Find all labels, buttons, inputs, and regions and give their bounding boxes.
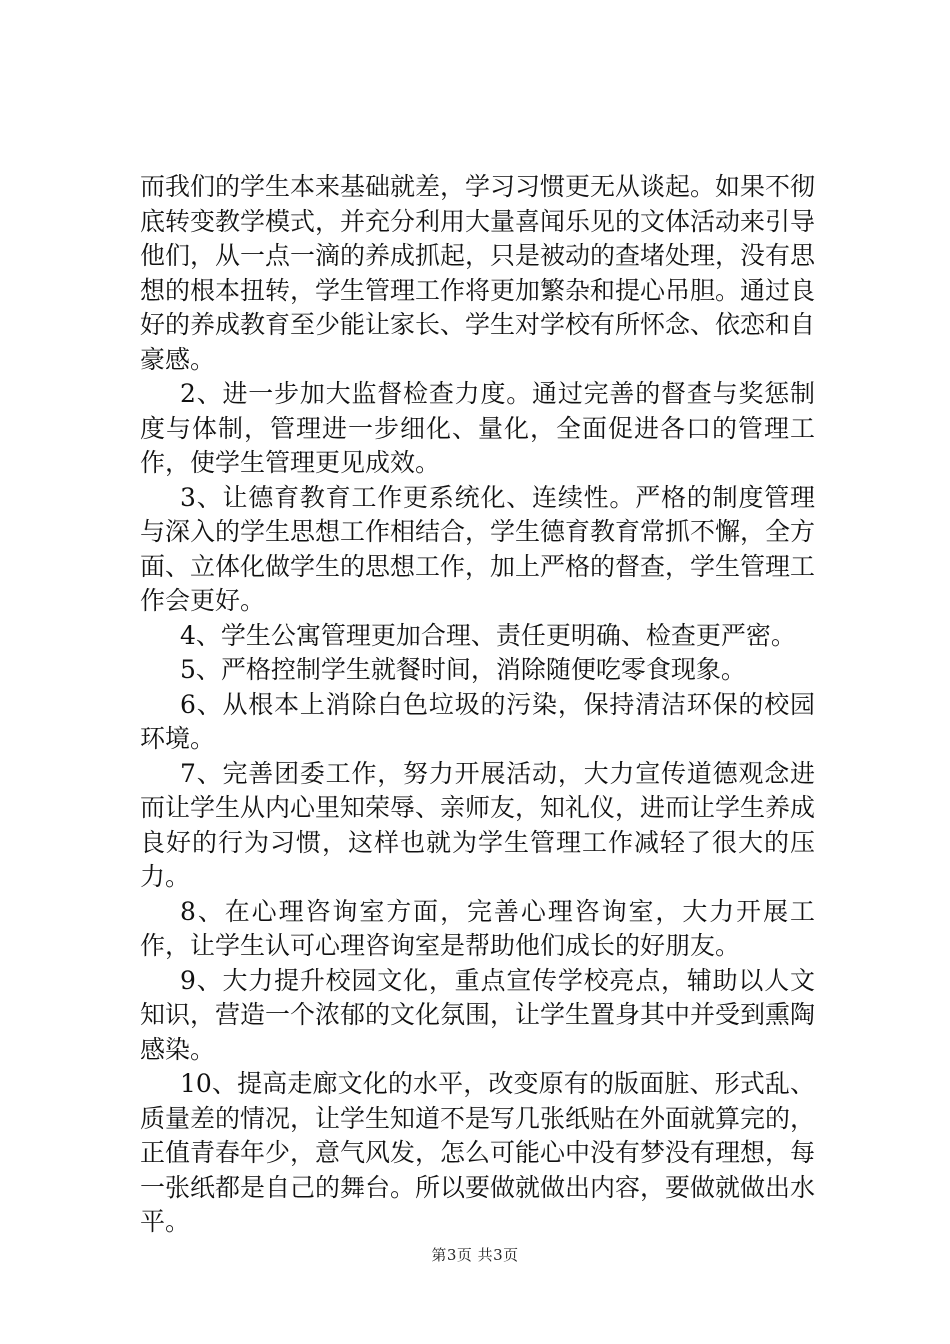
paragraph-item-5: 5、严格控制学生就餐时间，消除随便吃零食现象。 xyxy=(180,655,746,684)
paragraph-item-2: 2、进一步加大监督检查力度。通过完善的督查与奖惩制度与体制，管理进一步细化、量化，全面促进各口的管理工作，使学生管理更见成效。 xyxy=(140,379,815,477)
paragraph-item-8: 8、在心理咨询室方面，完善心理咨询室，大力开展工作，让学生认可心理咨询室是帮助他们成长的好朋友。 xyxy=(140,896,815,960)
paragraph-item-6: 6、从根本上消除白色垃圾的污染，保持清洁环保的校园环境。 xyxy=(140,689,815,753)
page-number-footer: 第3页 共3页 xyxy=(431,1246,519,1264)
paragraph-item-3: 3、让德育教育工作更系统化、连续性。严格的制度管理与深入的学生思想工作相结合，学生德育教育常抓不懈，全方面、立体化做学生的思想工作，加上严格的督查，学生管理工作会更好。 xyxy=(140,482,816,615)
paragraph-item-4: 4、学生公寓管理更加合理、责任更明确、检查更严密。 xyxy=(180,620,796,650)
paragraph-item-10: 10、提高走廊文化的水平，改变原有的版面脏、形式乱、质量差的情况，让学生知道不是写几张纸贴在外面就算完的，正值青春年少，意气风发，怎么可能心中没有梦没有理想，每一张纸都是自己的舞台。所以要做就做出内容，要做就做出水平。 xyxy=(140,1069,816,1236)
paragraph-item-7: 7、完善团委工作，努力开展活动，大力宣传道德观念进而让学生从内心里知荣辱、亲师友，知礼仪，进而让学生养成良好的行为习惯，这样也就为学生管理工作减轻了很大的压力。 xyxy=(140,758,816,891)
document-body xyxy=(140,170,815,1240)
paragraph-continuation: 而我们的学生本来基础就差，学习习惯更无从谈起。如果不彻底转变教学模式，并充分利用大量喜闻乐见的文体活动来引导他们，从一点一滴的养成抓起，只是被动的查堵处理，没有思想的根本扭转，学生管理工作将更加繁杂和提心吊胆。通过良好的养成教育至少能让家长、学生对学校有所怀念、依恋和自豪感。 xyxy=(140,172,816,374)
paragraph-item-9: 9、大力提升校园文化，重点宣传学校亮点，辅助以人文知识，营造一个浓郁的文化氛围，让学生置身其中并受到熏陶感染。 xyxy=(140,965,816,1064)
